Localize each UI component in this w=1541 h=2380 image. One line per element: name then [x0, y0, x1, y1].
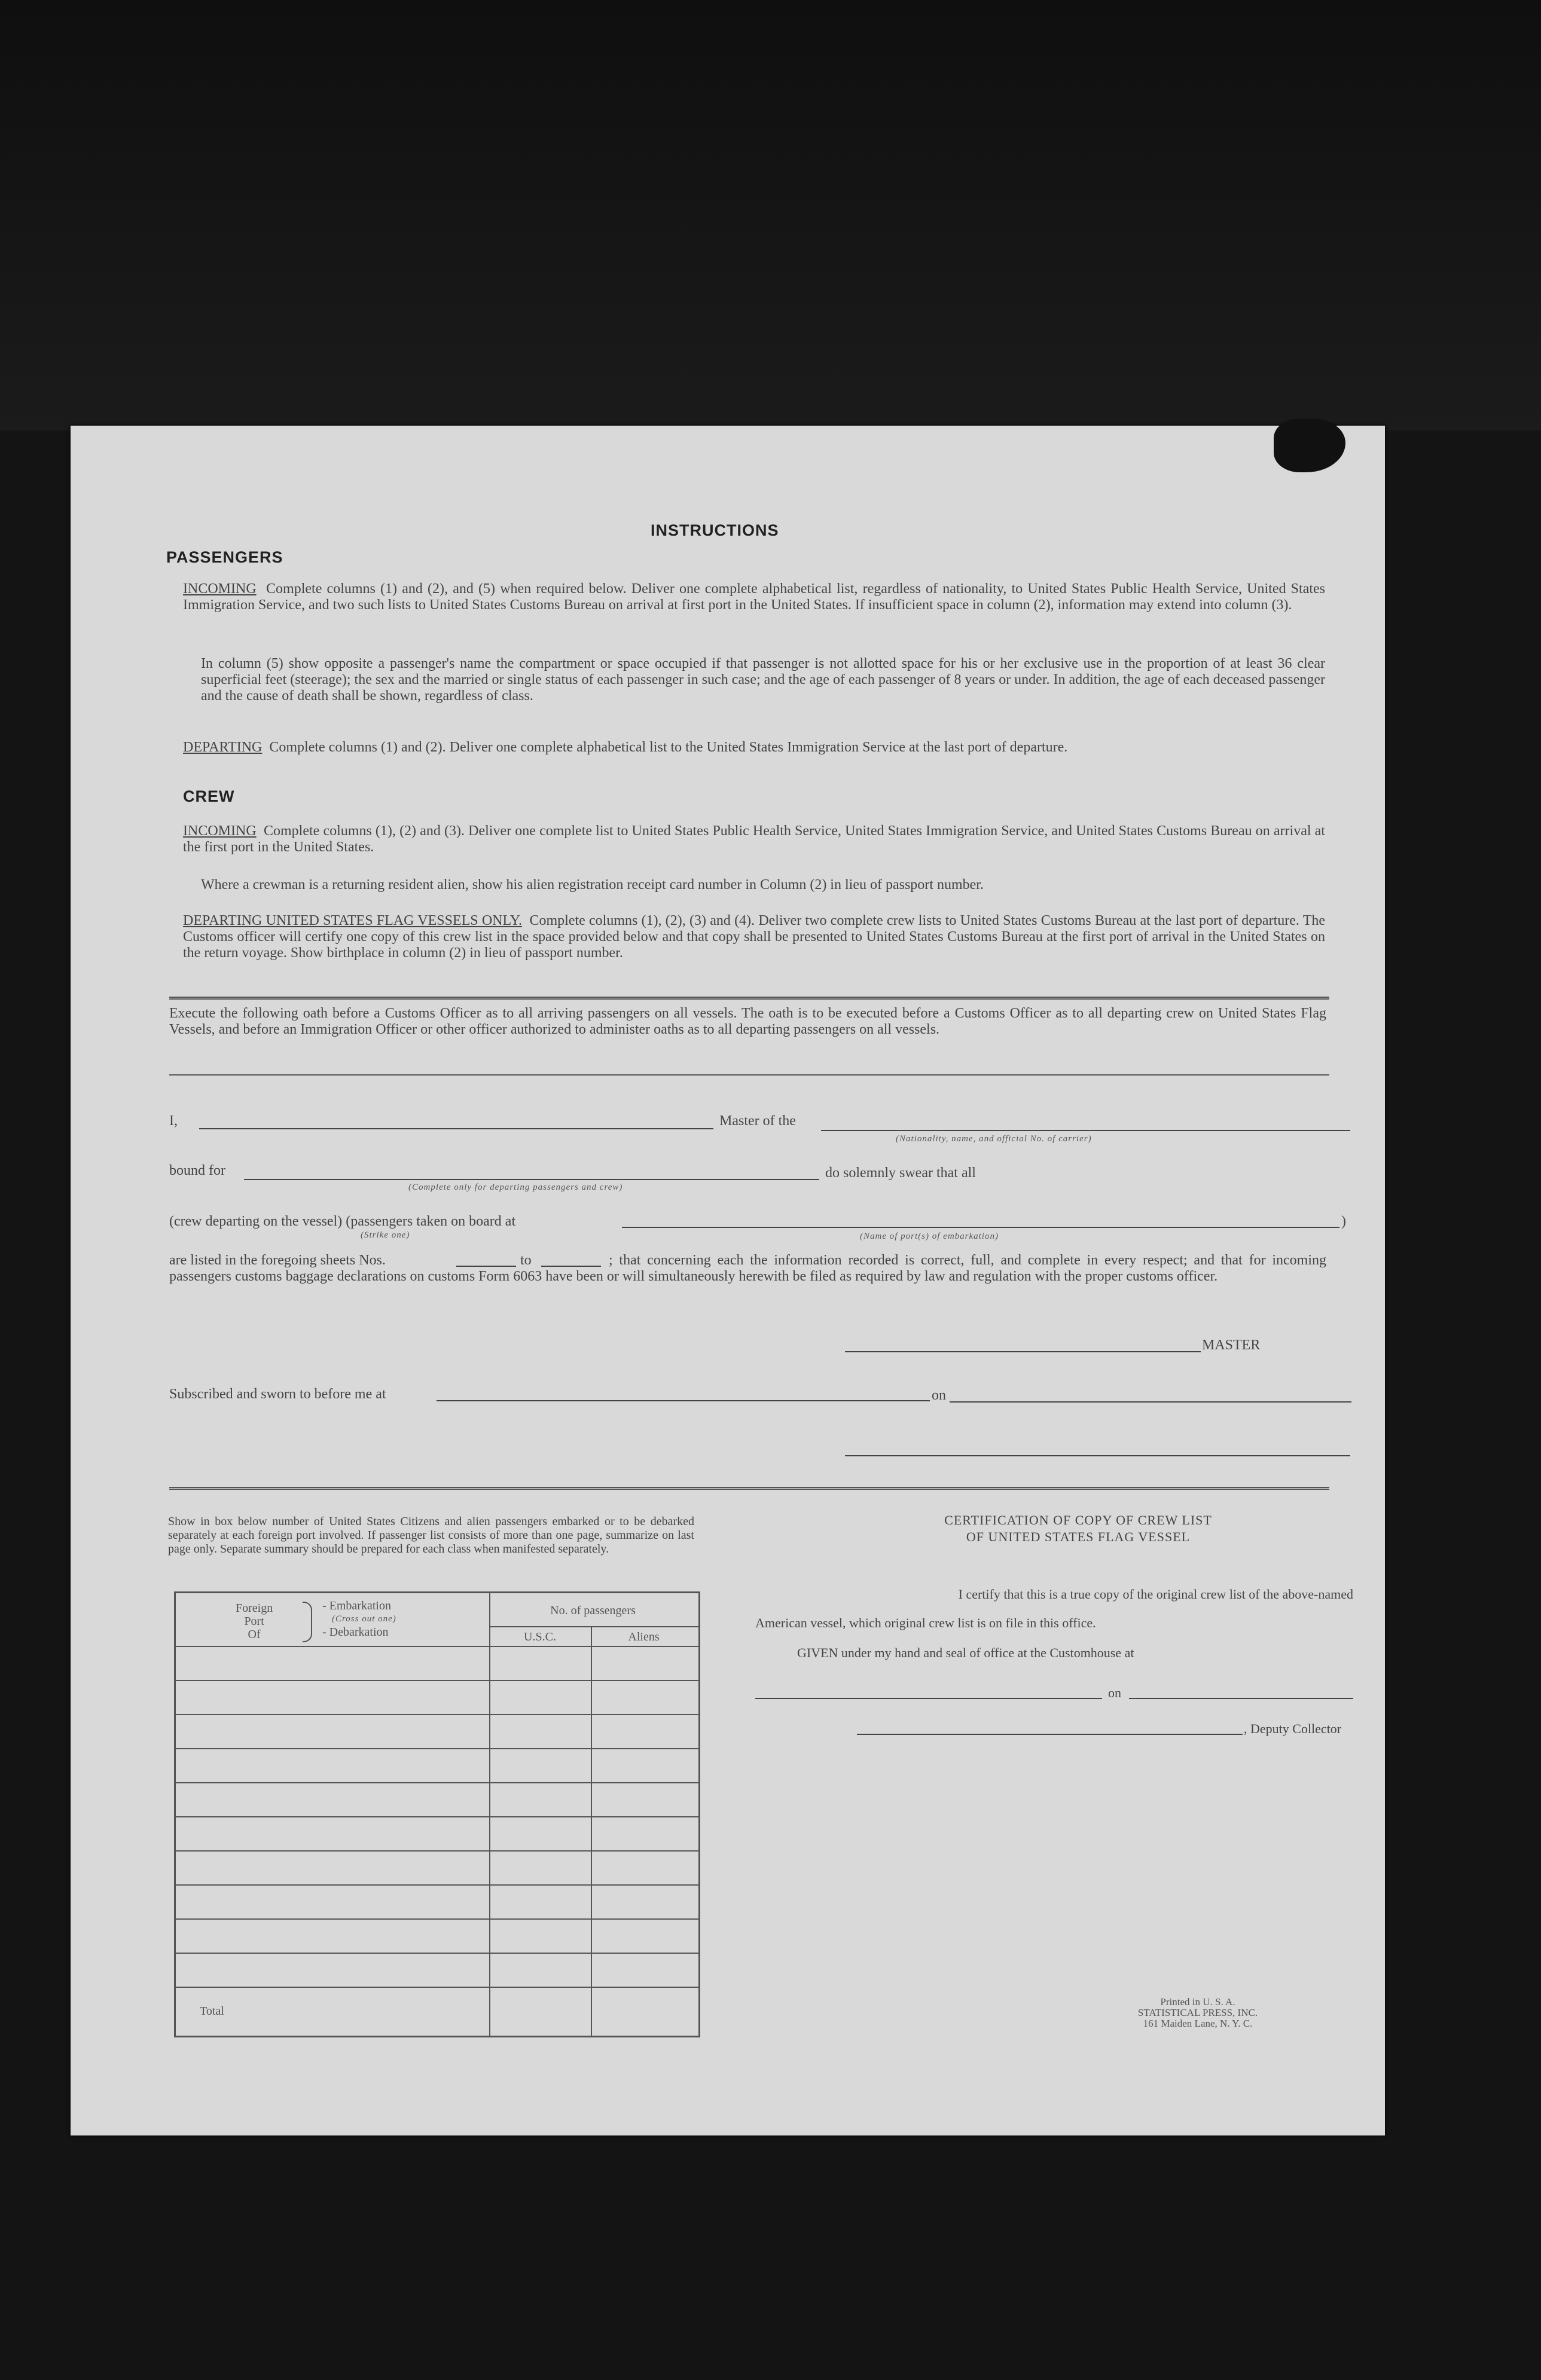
master-label: MASTER: [1202, 1337, 1261, 1353]
sworn-on-word: on: [932, 1388, 946, 1403]
total-label: Total: [200, 2005, 224, 2018]
to-word: to: [520, 1252, 532, 1268]
given-text: GIVEN under my hand and seal of office at the Customhouse at: [797, 1645, 1134, 1660]
bound-for-field[interactable]: [244, 1179, 819, 1180]
listed-text: are listed in the foregoing sheets Nos.: [169, 1252, 386, 1268]
brace: [303, 1602, 312, 1642]
lower-divider: [169, 1487, 1329, 1490]
passengers-departing-text: Complete columns (1) and (2). Deliver one complete alphabetical list to the United States Immigration Service at the last port of departure.: [269, 740, 1068, 755]
oath-i-label: I,: [169, 1113, 178, 1129]
cert-date-field[interactable]: [1129, 1698, 1353, 1699]
passenger-summary-table: [174, 1591, 700, 2037]
customhouse-field[interactable]: [755, 1698, 1102, 1699]
summary-instruction: Show in box below number of United States Citizens and alien passengers embarked or to be debarked separately at each foreign port involved. If passenger list consists of more than one page, summarize on last page only. Separate summary should be prepared for each class when manifested separately.: [168, 1515, 694, 1556]
subscribed-text: Subscribed and sworn to before me at: [169, 1386, 386, 1402]
crew-departing-label: DEPARTING UNITED STATES FLAG VESSELS ONLY.: [183, 913, 522, 928]
passengers-column5-paragraph: In column (5) show opposite a passenger's name the compartment or space occupied if that passenger is not allotted space for his or her exclusive use in the proportion of at least 36 clear superficial feet (steerage); the sex and the married or single status of each passenger in such case; and the age of each passenger of 8 years or under. In addition, the age of each deceased passenger and the cause of death shall be shown, regardless of class.: [201, 656, 1325, 704]
bound-for-caption: (Complete only for departing passengers and crew): [408, 1183, 623, 1192]
certify-line-1: I certify that this is a true copy of the original crew list of the above-named: [958, 1587, 1353, 1602]
oath-statement: ; that concerning each the information recorded is correct, full, and complete in every respect; and that for incoming passengers customs baggage declarations on customs Form 6063 have been or will simultaneously herewith be filed as required by law and regulation with the proper customs officer.: [169, 1252, 1326, 1284]
page-title: INSTRUCTIONS: [651, 521, 779, 539]
certify-line-2: American vessel, which original crew list is on file in this office.: [755, 1615, 1096, 1630]
master-of-the-label: Master of the: [719, 1113, 796, 1129]
deputy-collector-label: , Deputy Collector: [1244, 1721, 1342, 1736]
nationality-caption: (Nationality, name, and official No. of carrier): [896, 1134, 1092, 1144]
solemnly-swear-text: do solemnly swear that all: [825, 1165, 976, 1181]
crew-incoming-text: Complete columns (1), (2) and (3). Deliver one complete list to United States Public Health Service, United States Immigration Service, and United States Customs Bureau on arrival at the first port in the United States.: [183, 823, 1325, 855]
crew-passengers-label: (crew departing on the vessel) (passengers taken on board at: [169, 1214, 516, 1229]
printer-imprint: Printed in U. S. A. STATISTICAL PRESS, INC. 161 Maiden Lane, N. Y. C.: [1137, 1996, 1258, 2029]
passengers-incoming-text: Complete columns (1) and (2), and (5) when required below. Deliver one complete alphabetical list, regardless of nationality, to United States Public Health Service, United States Immigration Service, and two such lists to United States Customs Bureau on arrival at first port in the United States. If insufficient space in column (2), information may extend into column (3).: [183, 581, 1326, 613]
embarkation-ports-field[interactable]: [622, 1227, 1339, 1228]
no-of-passengers-header: No. of passengers: [550, 1604, 636, 1617]
crew-returning-paragraph: Where a crewman is a returning resident alien, show his alien registration receipt card number in Column (2) in lieu of passport number.: [201, 877, 984, 893]
sworn-place-field[interactable]: [437, 1400, 930, 1401]
passengers-departing-paragraph: [183, 740, 1325, 756]
ports-caption: (Name of port(s) of embarkation): [860, 1232, 999, 1241]
embark-debark-options: - Embarkation (Cross out one) - Debarkation: [322, 1599, 396, 1639]
passengers-incoming-label: INCOMING: [183, 581, 257, 597]
foreign-port-header: Foreign Port Of: [236, 1602, 273, 1641]
crew-incoming-label: INCOMING: [183, 823, 257, 839]
usc-header: U.S.C.: [524, 1630, 556, 1643]
crew-heading: CREW: [183, 787, 235, 805]
form-page: [71, 426, 1385, 2135]
cert-on-word: on: [1108, 1685, 1121, 1700]
oath-divider: [169, 1074, 1329, 1076]
bound-for-label: bound for: [169, 1163, 225, 1178]
passengers-incoming-paragraph: [183, 581, 1325, 613]
deputy-signature-field[interactable]: [857, 1734, 1243, 1735]
carrier-field[interactable]: [821, 1130, 1350, 1131]
passengers-departing-label: DEPARTING: [183, 740, 263, 755]
master-signature-field[interactable]: [845, 1351, 1201, 1352]
scan-backdrop: [0, 0, 1541, 430]
oath-intro: Execute the following oath before a Customs Officer as to all arriving passengers on all vessels. The oath is to be executed before a Customs Officer as to all departing crew on United States Flag Vessels, and before an Immigration Officer or other officer authorized to administer oaths as to all departing passengers on all vessels.: [169, 1006, 1326, 1037]
strike-one-caption: (Strike one): [361, 1230, 410, 1240]
crew-departing-text: Complete columns (1), (2), (3) and (4). Deliver two complete crew lists to United States Customs Bureau at the last port of departure. The Customs officer will certify one copy of this crew list in the space provided below and that copy shall be presented to United States Customs Bureau at the first port of arrival in the United States on the return voyage. Show birthplace in column (2) in lieu of passport number.: [183, 913, 1326, 961]
certification-title: CERTIFICATION OF COPY OF CREW LIST OF UNITED STATES FLAG VESSEL: [944, 1513, 1212, 1544]
crew-departing-paragraph: [183, 913, 1325, 961]
sworn-date-field[interactable]: [950, 1401, 1351, 1403]
section-divider: [169, 997, 1329, 1000]
master-name-field[interactable]: [199, 1128, 713, 1129]
officer-signature-field[interactable]: [845, 1455, 1350, 1456]
passengers-heading: PASSENGERS: [166, 548, 283, 566]
close-paren: ): [1341, 1214, 1346, 1229]
crew-incoming-paragraph: [183, 823, 1325, 856]
aliens-header: Aliens: [628, 1630, 660, 1643]
